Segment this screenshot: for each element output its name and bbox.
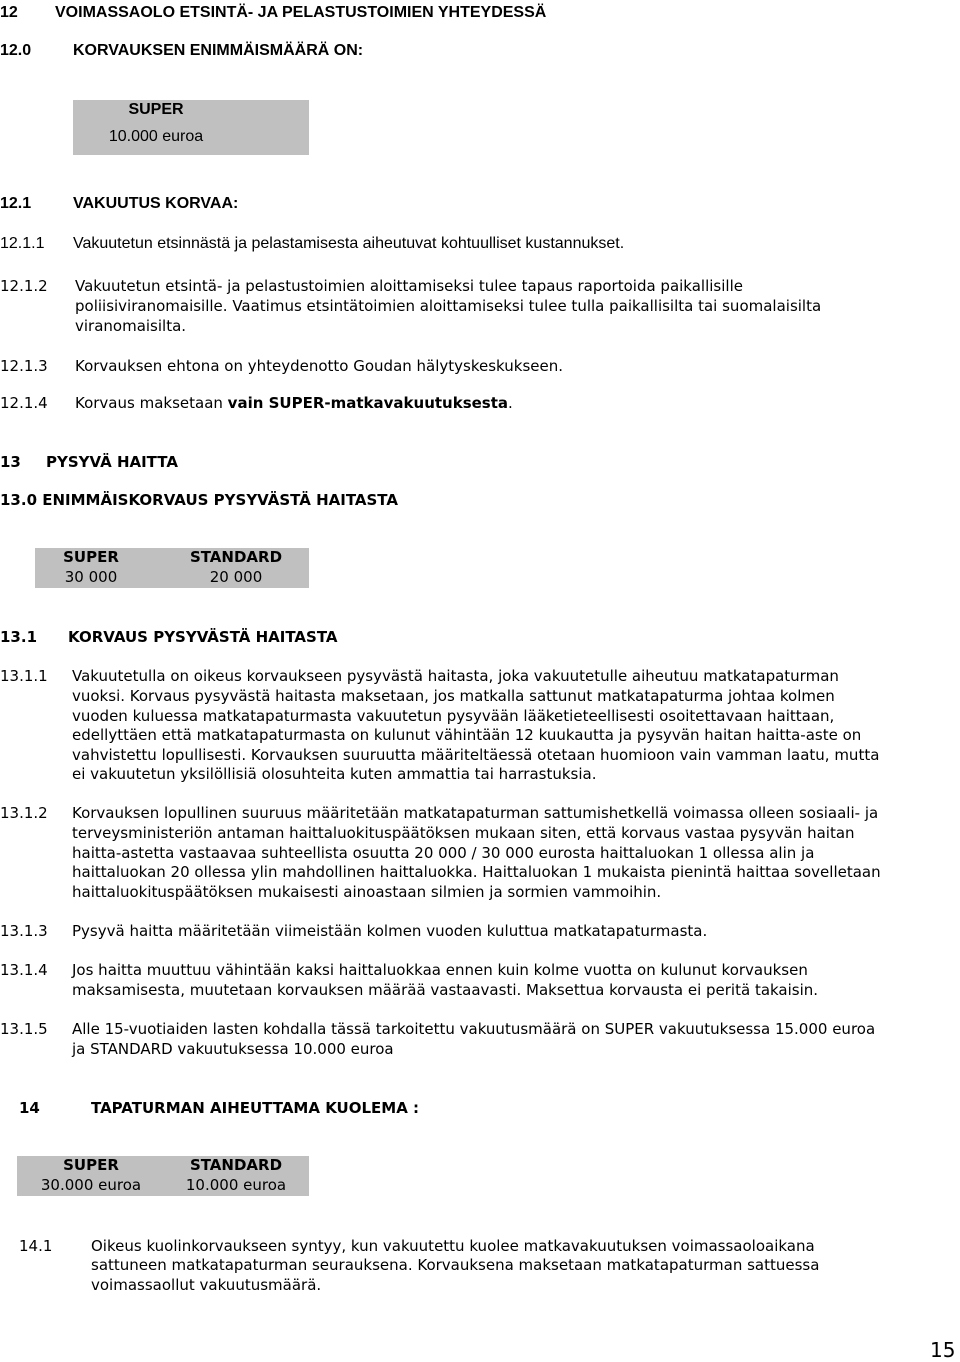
item-13-1-2-number: 13.1.2	[0, 804, 48, 822]
item-12-1-2-number: 12.1.2	[0, 277, 48, 295]
item-12-1-1-line: Vakuutetun etsinnästä ja pelastamisesta aiheutuvat kohtuulliset kustannukset.	[73, 235, 625, 252]
section-12-1-number: 12.1	[0, 195, 32, 212]
box-super-label: SUPER	[128, 101, 184, 118]
section-12-0-title: KORVAUKSEN ENIMMÄISMÄÄRÄ ON:	[73, 42, 364, 59]
section-14-number: 14	[19, 1099, 40, 1117]
section-13-amount-box	[35, 548, 309, 588]
box-super-value: 30.000 euroa	[40, 1176, 142, 1194]
box-super-label: SUPER	[63, 1156, 119, 1174]
section-12-title: VOIMASSAOLO ETSINTÄ- JA PELASTUSTOIMIEN YHTEYDESSÄ	[55, 4, 547, 21]
item-13-1-3-number: 13.1.3	[0, 922, 48, 940]
item-13-1-4-number: 13.1.4	[0, 961, 48, 979]
section-12-heading	[0, 3, 18, 23]
box-standard-value: 10.000 euroa	[185, 1176, 287, 1194]
section-13-1-title: KORVAUS PYSYVÄSTÄ HAITASTA	[68, 628, 338, 646]
section-14-title: TAPATURMAN AIHEUTTAMA KUOLEMA :	[91, 1099, 420, 1117]
item-13-1-5-line: ja STANDARD vakuutuksessa 10.000 euroa	[72, 1040, 394, 1058]
item-12-1-4-period: .	[508, 394, 513, 412]
item-12-1-2-line: Vakuutetun etsintä- ja pelastustoimien aloittamiseksi tulee tapaus raportoida paikallisille	[75, 277, 743, 295]
item-12-1-2-line: viranomaisilta.	[75, 317, 187, 335]
item-12-1-4-text: Korvaus maksetaan	[75, 394, 228, 412]
item-13-1-1-line: ei vakuutetun yksilöllisiä olosuhteita kuten ammattia tai harrastuksia.	[72, 765, 597, 783]
item-12-1-4-line	[75, 393, 513, 413]
item-13-1-2-line: terveysministeriön antaman haittaluokituspäätöksen mukaan siten, että korvaus vastaa pysyvän haitan	[72, 824, 855, 842]
section-13-1-number: 13.1	[0, 628, 38, 646]
box-standard-label: STANDARD	[189, 1156, 283, 1174]
item-14-1-line: sattuneen matkatapaturman seurauksena. Korvauksena maksetaan matkatapaturman sattuessa	[91, 1256, 820, 1274]
item-13-1-2-line: haittaluokituspäätöksen mukaisesti ainoastaan silmien ja sormien vammoihin.	[72, 883, 662, 901]
section-13-title: PYSYVÄ HAITTA	[46, 453, 178, 471]
item-12-1-3-line: Korvauksen ehtona on yhteydenotto Goudan hälytyskeskukseen.	[75, 357, 564, 375]
item-13-1-3-line: Pysyvä haitta määritetään viimeistään kolmen vuoden kuluttua matkatapaturmasta.	[72, 922, 708, 940]
section-13-0-title: 13.0 ENIMMÄISKORVAUS PYSYVÄSTÄ HAITASTA	[0, 491, 398, 509]
item-12-1-4-bold: vain SUPER-matkavakuutuksesta	[227, 394, 509, 412]
item-14-1-line: Oikeus kuolinkorvaukseen syntyy, kun vakuutettu kuolee matkavakuutuksen voimassaoloaikana	[91, 1237, 815, 1255]
section-14-amount-box	[17, 1156, 309, 1196]
item-13-1-1-line: vahvistettu lopullisesti. Korvauksen suuruutta määriteltäessä otetaan huomioon vain vamman laatu, mutta	[72, 746, 880, 764]
section-13-number: 13	[0, 453, 21, 471]
box-standard-value: 20 000	[209, 568, 263, 586]
item-13-1-1-line: vuoden kuluessa matkatapaturmasta vakuutetun pysyvään lääketieteellisesti osoitettavaan haittaan,	[72, 707, 835, 725]
section-12-0-number: 12.0	[0, 42, 32, 59]
item-14-1-number: 14.1	[19, 1237, 53, 1255]
item-12-1-4-number: 12.1.4	[0, 394, 48, 412]
item-13-1-5-line: Alle 15-vuotiaiden lasten kohdalla tässä tarkoitettu vakuutusmäärä on SUPER vakuutuksessa 15.000 euroa	[72, 1020, 876, 1038]
item-13-1-1-line: vuoksi. Korvaus pysyvästä haitasta maksetaan, jos matkalla sattunut matkatapaturma johtaa kolmen	[72, 687, 835, 705]
item-12-1-1-number: 12.1.1	[0, 235, 45, 252]
item-12-1-2-line: poliisiviranomaisille. Vaatimus etsintätoimien aloittamiseksi tulee tulla paikallisilta tai suomalaisilta	[75, 297, 822, 315]
item-13-1-2-line: haittaluokan 20 ollessa ylin mahdollinen haittaluokka. Haittaluokan 1 mukaista pienintä haittaa sovelletaan	[72, 863, 881, 881]
item-13-1-4-line: Jos haitta muuttuu vähintään kaksi haittaluokkaa ennen kuin kolme vuotta on kulunut korvauksen	[72, 961, 808, 979]
item-13-1-5-number: 13.1.5	[0, 1020, 48, 1038]
item-13-1-1-number: 13.1.1	[0, 667, 48, 685]
item-13-1-2-line: Korvauksen lopullinen suuruus määritetään matkatapaturman sattumishetkellä voimassa olleen sosiaali- ja	[72, 804, 879, 822]
section-12-1-title: VAKUUTUS KORVAA:	[73, 195, 239, 212]
item-13-1-1-line: edellyttäen että matkatapaturmasta on kulunut vähintään 12 kuukautta ja pysyvän haitan haitta-aste on	[72, 726, 862, 744]
item-12-1-3-number: 12.1.3	[0, 357, 48, 375]
box-super-label: SUPER	[63, 548, 119, 566]
box-super-value: 10.000 euroa	[108, 128, 204, 145]
page-number: 15	[930, 1338, 956, 1362]
item-13-1-1-line: Vakuutetulla on oikeus korvaukseen pysyvästä haitasta, joka vakuutetulle aiheutuu matkatapaturman	[72, 667, 839, 685]
item-13-1-4-line: maksamisesta, muutetaan korvauksen määrää vastaavasti. Maksettua korvausta ei peritä takaisin.	[72, 981, 819, 999]
box-standard-label: STANDARD	[189, 548, 283, 566]
item-13-1-2-line: haitta-astetta vastaavaa suhteellista osuutta 20 000 / 30 000 eurosta haittaluokan 1 ollessa alin ja	[72, 844, 815, 862]
section-12-number: 12	[0, 4, 18, 21]
item-14-1-line: voimassaollut vakuutusmäärä.	[91, 1276, 322, 1294]
box-super-value: 30 000	[64, 568, 118, 586]
section-12-amount-box	[73, 100, 309, 155]
